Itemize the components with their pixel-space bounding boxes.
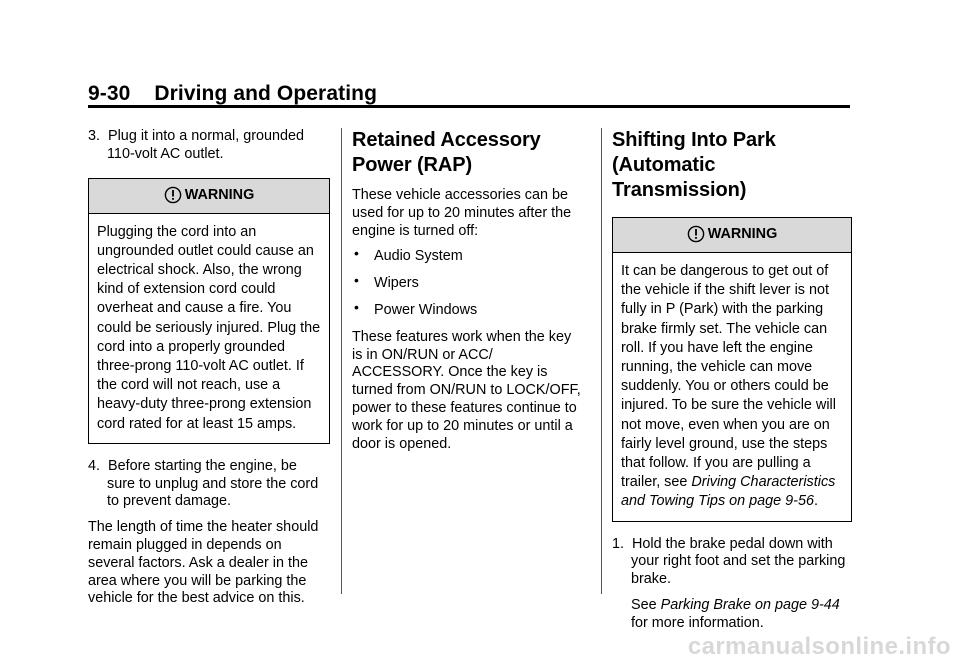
warning-text: It can be dangerous to get out of the vehicle if the shift lever is not fully in P (Park) with the parking brake firmly set. The vehicle can roll. If you have left the engine running, the vehicle can move suddenly. You or others could be injured. To be sure the vehicle will not move, even when you are on fairly level ground, use the steps that follow. If you are pulling a trailer, see Driving Characteristics and Towing Tips on page 9-56. [621, 263, 836, 510]
column-2 [352, 128, 584, 461]
bullet-item: • Power Windows [354, 298, 478, 318]
step-4: 4. Before starting the engine, be sure to unplug and store the cord to prevent damage. [88, 457, 319, 510]
bullet-item: • Wipers [354, 272, 419, 292]
column-3 [612, 128, 852, 641]
page-header [88, 82, 377, 106]
bullet-item: • Audio System [354, 245, 463, 265]
column-1 [88, 128, 330, 616]
column-divider-1 [341, 128, 342, 594]
parking-brake-link[interactable]: Parking Brake on page 9-44 [660, 597, 840, 614]
warning-header: WARNING [89, 179, 329, 214]
rap-intro: These vehicle accessories can be used for up to 20 minutes after the engine is turned off: [352, 187, 572, 239]
bullet-icon: • [354, 298, 359, 315]
warning-box-extension-cord [88, 178, 330, 444]
section-heading-rap: Retained Accessory Power (RAP) [352, 129, 541, 176]
bullet-icon: • [354, 245, 359, 262]
rap-paragraph: These features work when the key is in ON/RUN or ACC/ ACCESSORY. Once the key is turned from ON/RUN to LOCK/OFF, power to these features continue to work for up to 20 minutes or until a door is opened. [352, 328, 581, 452]
warning-icon [687, 225, 705, 243]
page-number: 9-30 [88, 82, 131, 105]
bullet-icon: • [354, 272, 359, 289]
section-heading-park: Shifting Into Park (Automatic Transmission) [612, 129, 776, 201]
warning-text: Plugging the cord into an ungrounded outlet could cause an electrical shock. Also, the wrong kind of extension cord could overheat and cause a fire. You could be seriously injured. Plug the cord into a properly grounded three-prong 110-volt AC outlet. If the cord will not reach, use a heavy-duty three-prong extension cord rated for at least 15 amps. [97, 223, 321, 432]
step-3: 3. Plug it into a normal, grounded 110-volt AC outlet. [88, 128, 305, 162]
watermark: carmanualsonline.info [687, 633, 951, 660]
see-parking-brake: See Parking Brake on page 9-44 for more information. [631, 597, 840, 631]
warning-box-park [612, 217, 852, 522]
section-title: Driving and Operating [154, 82, 377, 105]
heater-paragraph: The length of time the heater should remain plugged in depends on several factors. Ask a dealer in the area where you will be parking the vehicle for the best advice on this. [88, 519, 319, 607]
towing-tips-link[interactable]: Driving Characteristics and Towing Tips on page 9-56 [621, 474, 836, 510]
step-1: 1. Hold the brake pedal down with your right foot and set the parking brake. [612, 535, 846, 588]
header-rule [88, 105, 850, 108]
warning-icon [164, 186, 182, 204]
warning-header: WARNING [613, 218, 851, 253]
column-divider-2 [601, 128, 602, 594]
